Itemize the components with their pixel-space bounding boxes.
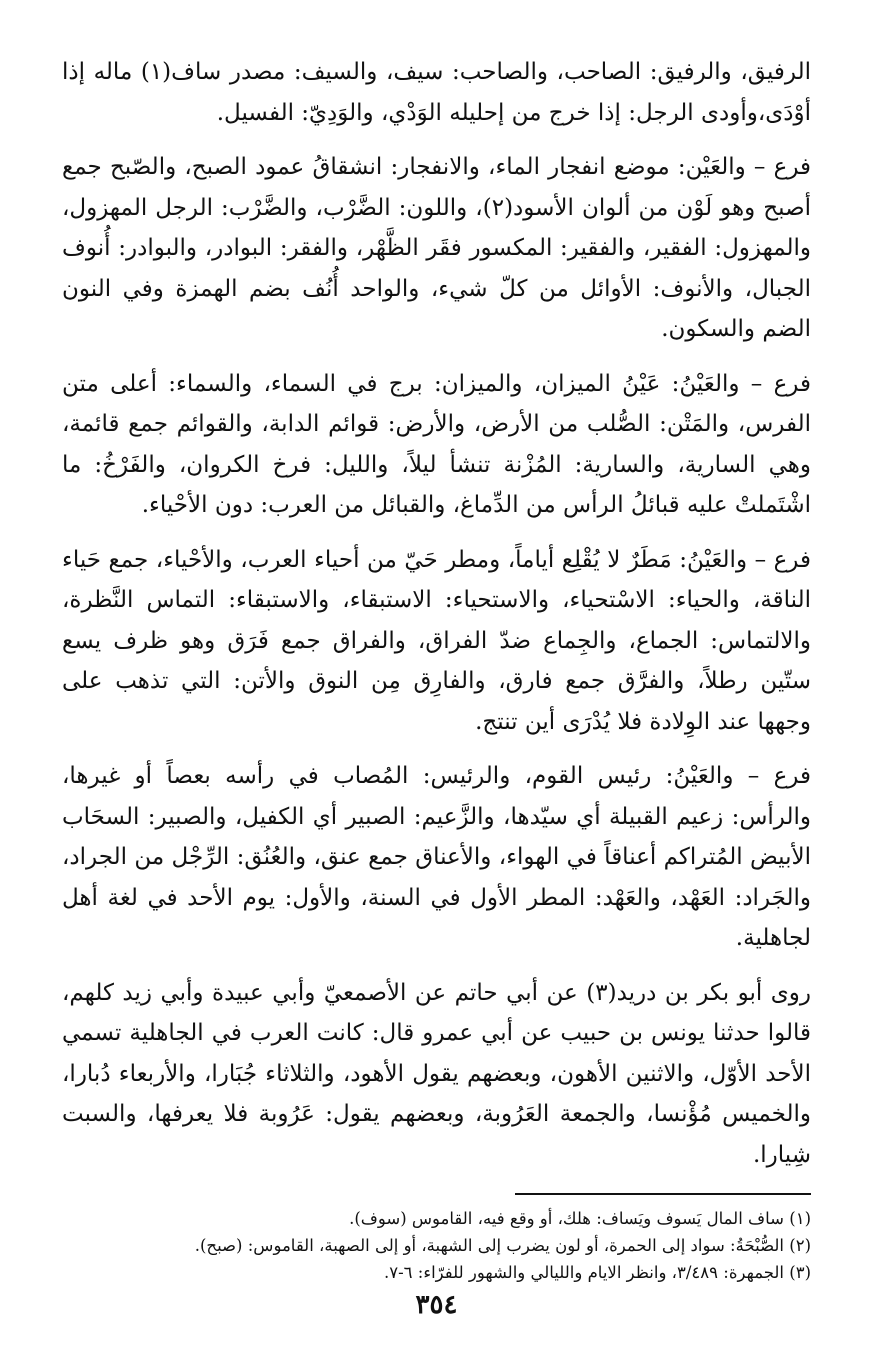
paragraph-5: فرع – والعَيْنُ: رئيس القوم، والرئيس: المُصاب في رأسه بعصاً أو غيرها، والرأس: زعيم القبيلة أي سيّدها، والزَّعيم: الصبير أي الكفيل، والصبير: السحَاب الأبيض المُتراكم أعناقاً في الهواء، والأعناق جمع عنق، والعُنُق: الرِّجْل من الجراد، والجَراد: العَهْد، والعَهْد: المطر الأول في السنة، والأول: يوم الأحد في لغة أهل لجاهلية.: [62, 763, 811, 951]
paragraph-2: فرع – والعَيْن: موضع انفجار الماء، والانفجار: انشقاقُ عمود الصبح، والصّبح جمع أصبح وهو لَوْن من ألوان الأسود(٢)، واللون: الضَّرْب، والضَّرْب: الرجل المهزول، والمهزول: الفقير، والفقير: المكسور فقَر الظَّهْر، والفقر: البوادر، والبوادر: أُنوف الجبال، والأنوف: الأوائل من كلّ شيء، والواحد أُنُف بضم الهمزة وفي النون الضم والسكون.: [62, 154, 811, 342]
main-text: [62, 52, 811, 1175]
paragraph-4: فرع – والعَيْنُ: مَطَرٌ لا يُقْلِع أياماً، ومطر حَيّ من أحياء العرب، والأحْياء، جمع حَياء الناقة، والحياء: الاسْتحياء، والاستحياء: الاستبقاء، والاستبقاء: التماس النَّظرة، والالتماس: الجماع، والجِماع ضدّ الفراق، والفراق جمع فَرَق وهو ظرف يسع ستّين رطلاً، والفرَّق جمع فارق، والفارِق مِن النوق والأتن: التي تذهب على وجهها عند الوِلادة فلا يُدْرَى أين تنتج.: [62, 546, 811, 735]
footnote-1: (١) ساف المال يَسوف ويَساف: هلك، أو وقع فيه، القاموس (سوف).: [349, 1209, 811, 1228]
footnote-3: (٣) الجمهرة: ٣/٤٨٩، وانظر الايام والليالي والشهور للفرّاء: ٦-٧.: [383, 1263, 811, 1282]
footnotes: [62, 1205, 811, 1286]
paragraph-3: فرع – والعَيْنُ: عَيْنُ الميزان، والميزان: برج في السماء، والسماء: أعلى متن الفرس، والمَتْن: الصُّلب من الأرض، والأرض: قوائم الدابة، والقوائم جمع قائمة، وهي السارية، والسارية: المُزْنة تنشأ ليلاً، والليل: فرخ الكروان، والفَرْخُ: ما اشْتَملتْ عليه قبائلُ الرأس من الدِّماغ، والقبائل من العرب: دون الأحْياء.: [62, 370, 811, 518]
page-number: ٣٥٤: [415, 1290, 458, 1320]
footnote-divider: [515, 1193, 811, 1195]
footnote-2: (٢) الصُّبْحَةُ: سواد إلى الحمرة، أو لون يضرب إلى الشهبة، أو إلى الصهبة، القاموس: (صبح).: [194, 1236, 811, 1255]
paragraph-6: روى أبو بكر بن دريد(٣) عن أبي حاتم عن الأصمعيّ وأبي عبيدة وأبي زيد كلهم، قالوا حدثنا يونس بن حبيب عن أبي عمرو قال: كانت العرب في الجاهلية تسمي الأحد الأوّل، والاثنين الأهون، وبعضهم يقول الأهود، والثلاثاء جُبَارا، والأربعاء دُبارا، والخميس مُؤْنسا، والجمعة العَرُوبة، وبعضهم يقول: عَرُوبة فلا يعرفها، والسبت شِيارا.: [62, 979, 811, 1168]
paragraph-1: الرفيق، والرفيق: الصاحب، والصاحب: سيف، والسيف: مصدر ساف(١) ماله إذا أوْدَى،وأودى الرجل: إذا خرج من إحليله الوَدْي، والوَدِيّ: الفسيل.: [62, 59, 811, 126]
